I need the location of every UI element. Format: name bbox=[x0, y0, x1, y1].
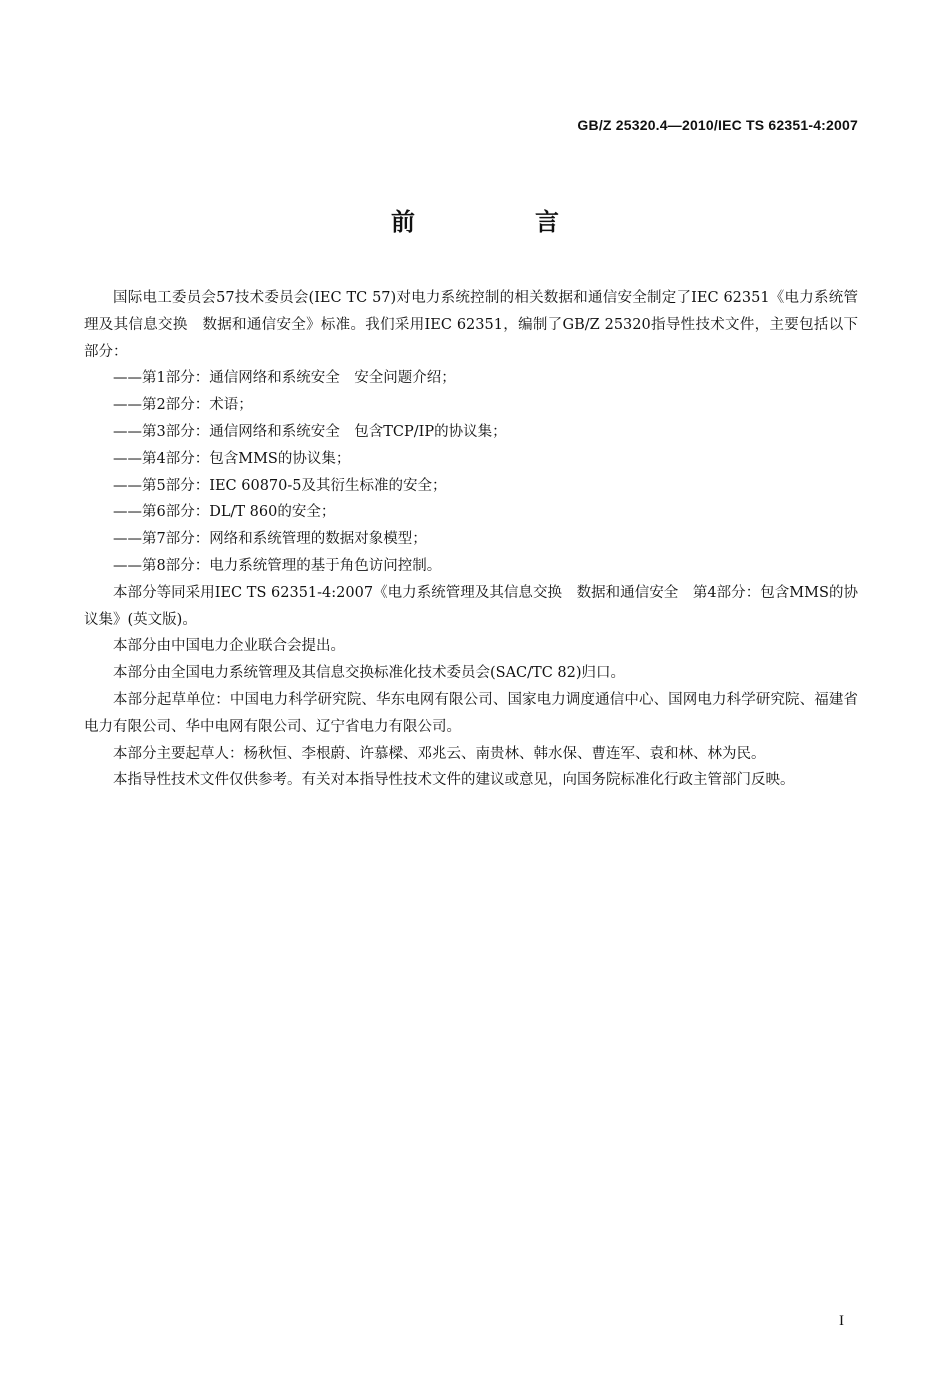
list-item: ——第5部分：IEC 60870-5及其衍生标准的安全； bbox=[113, 477, 447, 494]
drafters-paragraph: 本部分主要起草人：杨秋恒、李根蔚、许慕樑、邓兆云、南贵林、韩水保、曹连军、袁和林、林为民。 bbox=[113, 745, 766, 762]
list-item: ——第3部分：通信网络和系统安全 包含TCP/IP的协议集； bbox=[113, 423, 507, 440]
list-item: ——第7部分：网络和系统管理的数据对象模型； bbox=[113, 531, 427, 548]
list-item: ——第4部分：包含MMS的协议集； bbox=[113, 450, 351, 467]
standard-number-header: GB/Z 25320.4—2010/IEC TS 62351-4:2007 bbox=[577, 117, 858, 133]
proposer-paragraph: 本部分由中国电力企业联合会提出。 bbox=[113, 638, 345, 655]
document-body bbox=[84, 285, 858, 794]
adoption-paragraph: 本部分等同采用IEC TS 62351-4:2007《电力系统管理及其信息交换 数据和通信安全 第4部分：包含MMS的协议集》(英文版)。 bbox=[84, 584, 858, 628]
list-item: ——第2部分：术语； bbox=[113, 397, 253, 414]
committee-paragraph: 本部分由全国电力系统管理及其信息交换标准化技术委员会(SAC/TC 82)归口。 bbox=[113, 665, 626, 682]
list-item: ——第6部分：DL/T 860的安全； bbox=[113, 504, 336, 521]
intro-paragraph: 国际电工委员会57技术委员会(IEC TC 57)对电力系统控制的相关数据和通信安全制定了IEC 62351《电力系统管理及其信息交换 数据和通信安全》标准。我们采用IEC 62351，编制了GB/Z 25320指导性技术文件，主要包括以下部分： bbox=[84, 290, 858, 360]
reference-note-paragraph: 本指导性技术文件仅供参考。有关对本指导性技术文件的建议或意见，向国务院标准化行政主管部门反映。 bbox=[113, 772, 795, 789]
list-item: ——第8部分：电力系统管理的基于角色访问控制。 bbox=[113, 557, 442, 574]
page-number: I bbox=[839, 1313, 844, 1329]
page-title: 前 言 bbox=[391, 208, 607, 236]
list-item: ——第1部分：通信网络和系统安全 安全问题介绍； bbox=[113, 370, 456, 387]
parts-list bbox=[84, 365, 858, 579]
drafting-units-paragraph: 本部分起草单位：中国电力科学研究院、华东电网有限公司、国家电力调度通信中心、国网电力科学研究院、福建省电力有限公司、华中电网有限公司、辽宁省电力有限公司。 bbox=[84, 691, 858, 735]
